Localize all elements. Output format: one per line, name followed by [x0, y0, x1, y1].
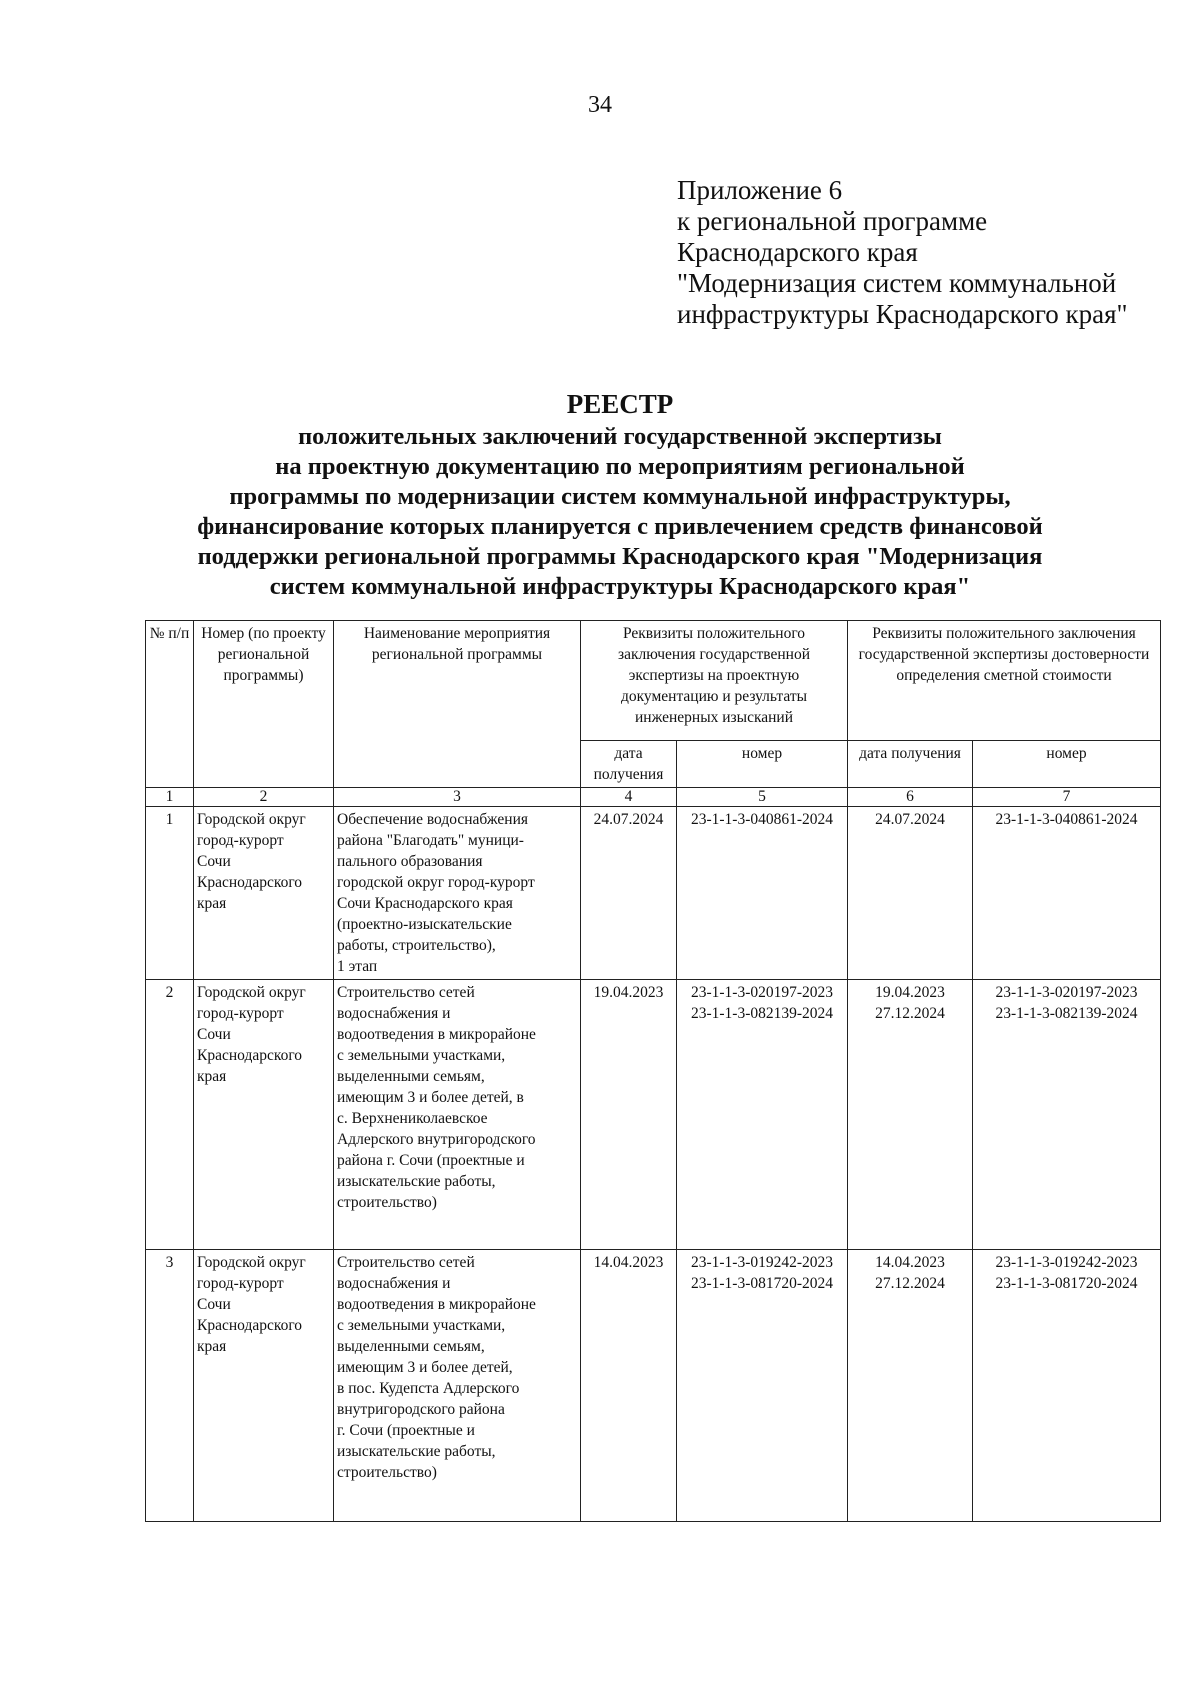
column-number: 3	[334, 788, 581, 807]
subtitle-line: поддержки региональной программы Краснодарского края "Модернизация	[197, 543, 1043, 570]
header-number1: номер	[677, 741, 848, 788]
program-number-cell	[194, 980, 334, 1250]
cell-line: Сочи	[197, 1296, 231, 1313]
document-subtitle	[150, 422, 1090, 602]
header-expertise-project-docs: Реквизиты положительного заключения государственной экспертизы на проектную документацию и результаты инженерных изысканий	[581, 621, 848, 741]
registry-table	[145, 620, 1161, 1522]
cell-line: водоснабжения и	[337, 1275, 451, 1292]
cell-line: водоотведения в микрорайоне	[337, 1296, 536, 1313]
column-number: 5	[677, 788, 848, 807]
row-num: 1	[146, 807, 194, 980]
cell-line: 23-1-1-3-020197-2023	[995, 984, 1138, 1001]
cell-line: 27.12.2024	[875, 1005, 945, 1022]
cell-line: района "Благодать" муници-	[337, 832, 524, 849]
date1-cell	[581, 807, 677, 980]
cell-line: 23-1-1-3-082139-2024	[995, 1005, 1138, 1022]
cell-line: (проектно-изыскательские	[337, 916, 512, 933]
table-row	[146, 807, 1161, 980]
table-row	[146, 980, 1161, 1250]
cell-line: 24.07.2024	[593, 811, 664, 828]
cell-line: 14.04.2023	[875, 1254, 945, 1271]
appendix-line: инфраструктуры Краснодарского края"	[677, 299, 1128, 329]
number1-cell	[677, 1250, 848, 1522]
column-numbers-row	[146, 788, 1161, 807]
cell-line: выделенными семьям,	[337, 1068, 485, 1085]
cell-line: Сочи	[197, 1026, 231, 1043]
cell-line: края	[197, 1338, 227, 1355]
cell-line: Краснодарского	[197, 1317, 303, 1334]
cell-line: 23-1-1-3-040861-2024	[690, 811, 834, 828]
cell-line: пального образования	[337, 853, 483, 870]
number2-cell	[973, 980, 1161, 1250]
number2-cell	[973, 1250, 1161, 1522]
table-row	[146, 1250, 1161, 1522]
cell-line: выделенными семьям,	[337, 1338, 485, 1355]
cell-line: городской округ город-курорт	[337, 874, 535, 891]
cell-line: имеющим 3 и более детей,	[337, 1359, 513, 1376]
cell-line: 1 этап	[337, 958, 378, 975]
cell-line: в пос. Кудепста Адлерского	[337, 1380, 520, 1397]
cell-line: Обеспечение водоснабжения	[337, 811, 529, 828]
cell-line: района г. Сочи (проектные и	[337, 1152, 525, 1169]
cell-line: 27.12.2024	[875, 1275, 945, 1292]
column-number: 4	[581, 788, 677, 807]
cell-line: водоотведения в микрорайоне	[337, 1026, 536, 1043]
cell-line: с земельными участками,	[337, 1317, 506, 1334]
row-num: 3	[146, 1250, 194, 1522]
subtitle-line: программы по модернизации систем коммунальной инфраструктуры,	[229, 483, 1011, 510]
cell-line: 19.04.2023	[875, 984, 945, 1001]
header-event-name: Наименование мероприятия региональной программы	[334, 621, 581, 788]
appendix-line: к региональной программе	[677, 206, 988, 236]
cell-line: 23-1-1-3-020197-2023	[690, 984, 834, 1001]
event-name-cell	[334, 1250, 581, 1522]
header-number2: номер	[973, 741, 1161, 788]
column-number: 6	[848, 788, 973, 807]
cell-line: Строительство сетей	[337, 1254, 475, 1271]
subtitle-line: систем коммунальной инфраструктуры Краснодарского края"	[269, 573, 971, 600]
cell-line: Краснодарского	[197, 874, 303, 891]
date2-cell	[848, 1250, 973, 1522]
event-name-cell	[334, 807, 581, 980]
cell-line: 23-1-1-3-040861-2024	[995, 811, 1138, 828]
date1-cell	[581, 1250, 677, 1522]
date2-cell	[848, 980, 973, 1250]
date2-cell	[848, 807, 973, 980]
column-number: 7	[973, 788, 1161, 807]
subtitle-line: финансирование которых планируется с привлечением средств финансовой	[197, 513, 1043, 540]
appendix-line: "Модернизация систем коммунальной	[677, 268, 1117, 298]
program-number-cell	[194, 807, 334, 980]
subtitle-line: на проектную документацию по мероприятиям региональной	[275, 453, 965, 480]
cell-line: Сочи	[197, 853, 231, 870]
appendix-line: Краснодарского края	[677, 237, 918, 267]
cell-line: строительство)	[337, 1464, 437, 1481]
subtitle-line: положительных заключений государственной экспертизы	[298, 423, 942, 450]
cell-line: изыскательские работы,	[337, 1443, 496, 1460]
header-date1: дата получения	[581, 741, 677, 788]
cell-line: края	[197, 1068, 227, 1085]
cell-line: Сочи Краснодарского края	[337, 895, 513, 912]
row-num: 2	[146, 980, 194, 1250]
document-title-block	[150, 388, 1090, 602]
cell-line: город-курорт	[197, 1005, 284, 1022]
cell-line: изыскательские работы,	[337, 1173, 496, 1190]
number1-cell	[677, 980, 848, 1250]
column-number: 1	[146, 788, 194, 807]
number1-cell	[677, 807, 848, 980]
cell-line: 23-1-1-3-081720-2024	[995, 1275, 1138, 1292]
cell-line: имеющим 3 и более детей, в	[337, 1089, 524, 1106]
cell-line: город-курорт	[197, 1275, 284, 1292]
cell-line: 23-1-1-3-019242-2023	[690, 1254, 834, 1271]
cell-line: г. Сочи (проектные и	[337, 1422, 475, 1439]
cell-line: Городской округ	[197, 984, 306, 1001]
header-program-number: Номер (по проекту региональной программы)	[194, 621, 334, 788]
cell-line: 23-1-1-3-082139-2024	[690, 1005, 834, 1022]
cell-line: водоснабжения и	[337, 1005, 451, 1022]
cell-line: город-курорт	[197, 832, 284, 849]
cell-line: с. Верхнениколаевское	[337, 1110, 488, 1127]
cell-line: Городской округ	[197, 811, 306, 828]
cell-line: строительство)	[337, 1194, 437, 1211]
cell-line: 19.04.2023	[593, 984, 664, 1001]
column-number: 2	[194, 788, 334, 807]
cell-line: работы, строительство),	[337, 937, 496, 954]
program-number-cell	[194, 1250, 334, 1522]
cell-line: внутригородского района	[337, 1401, 505, 1418]
cell-line: Краснодарского	[197, 1047, 303, 1064]
document-title: РЕЕСТР	[566, 389, 674, 419]
header-date2: дата получения	[848, 741, 973, 788]
event-name-cell	[334, 980, 581, 1250]
appendix-note	[677, 175, 1128, 330]
cell-line: 14.04.2023	[593, 1254, 664, 1271]
cell-line: Адлерского внутригородского	[337, 1131, 536, 1148]
cell-line: Городской округ	[197, 1254, 306, 1271]
number2-cell	[973, 807, 1161, 980]
header-num: № п/п	[146, 621, 194, 788]
cell-line: с земельными участками,	[337, 1047, 506, 1064]
cell-line: 23-1-1-3-081720-2024	[690, 1275, 834, 1292]
cell-line: 24.07.2024	[875, 811, 945, 828]
header-expertise-cost: Реквизиты положительного заключения государственной экспертизы достоверности определения сметной стоимости	[848, 621, 1161, 741]
cell-line: края	[197, 895, 227, 912]
cell-line: Строительство сетей	[337, 984, 475, 1001]
cell-line: 23-1-1-3-019242-2023	[995, 1254, 1138, 1271]
page-number: 34	[588, 92, 612, 118]
appendix-line: Приложение 6	[677, 175, 843, 205]
date1-cell	[581, 980, 677, 1250]
